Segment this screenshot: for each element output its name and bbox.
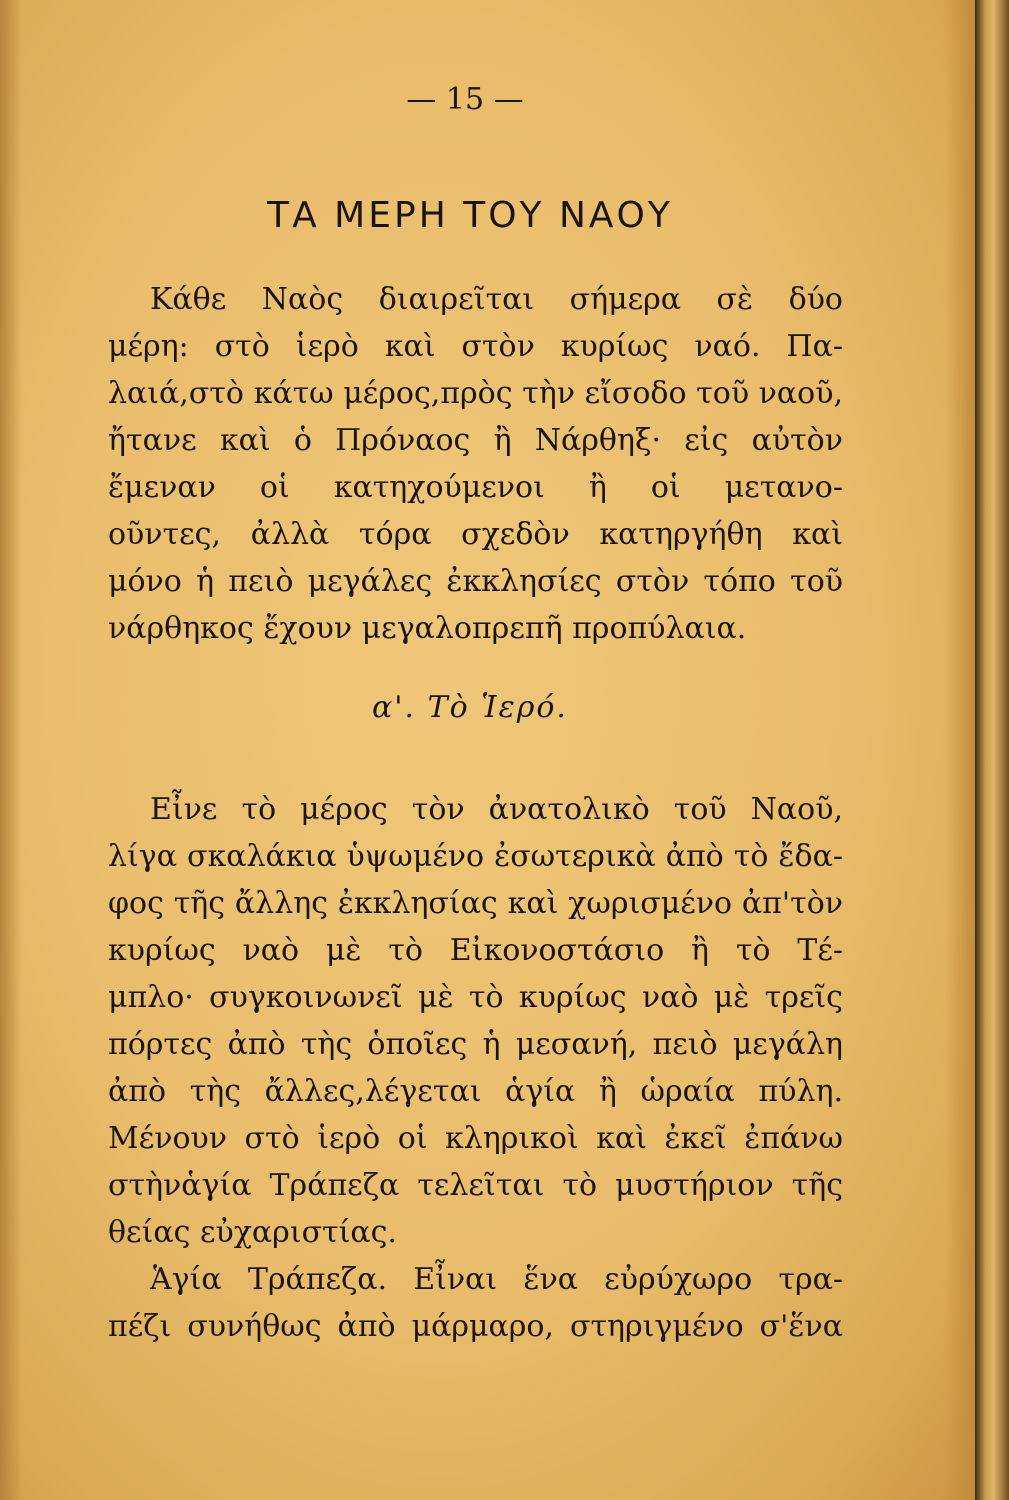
- paragraph-2-line: κυρίως ναὸ μὲ τὸ Εἰκονοστάσιο ἢ τὸ Τέ-: [108, 933, 843, 968]
- paragraph-2-line: ἀπὸ τὴς ἄλλες,λέγεται ἁγία ἢ ὡραία πύλη.: [108, 1074, 843, 1109]
- paragraph-1-line: ἔμεναν οἱ κατηχούμενοι ἢ οἱ μετανο-: [108, 470, 843, 505]
- paragraph-1-line: μέρη: στὸ ἱερὸ καὶ στὸν κυρίως ναό. Πα-: [108, 329, 843, 364]
- paragraph-1-line: νάρθηκος ἔχουν μεγαλοπρεπῆ προπύλαια.: [108, 611, 747, 646]
- page-shadow-right: [945, 0, 975, 1500]
- paragraph-2-line: φος τῆς ἄλλης ἐκκλησίας καὶ χωρισμένο ἀπ'τὸν: [108, 886, 843, 921]
- page-number: — 15 —: [406, 82, 524, 117]
- paragraph-1-line: Κάθε Ναὸς διαιρεῖται σήμερα σὲ δύο: [150, 282, 843, 317]
- paragraph-2-line: μπλο· συγκοινωνεῖ μὲ τὸ κυρίως ναὸ μὲ τρεῖς: [108, 980, 843, 1015]
- paragraph-2-line: στὴνἁγία Τράπεζα τελεῖται τὸ μυστήριον τῆς: [108, 1168, 843, 1203]
- paragraph-3-line: πέζι συνήθως ἀπὸ μάρμαρο, στηριγμένο σ'ἕνα: [108, 1309, 843, 1344]
- paragraph-1-line: οῦντες, ἀλλὰ τόρα σχεδὸν κατηργήθη καὶ: [108, 517, 843, 552]
- section-heading: α'. Τὸ Ἱερό.: [372, 690, 568, 725]
- paragraph-2-line: λίγα σκαλάκια ὑψωμένο ἐσωτερικὰ ἀπὸ τὸ ἔδα-: [108, 839, 843, 874]
- paragraph-2-line: πόρτες ἀπὸ τὴς ὁποῖες ἡ μεσανή, πειὸ μεγάλη: [108, 1027, 843, 1062]
- paragraph-1-line: λαιά,στὸ κάτω μέρος,πρὸς τὴν εἴσοδο τοῦ ναοῦ,: [108, 376, 843, 411]
- paragraph-2-line: θείας εὐχαριστίας.: [108, 1215, 398, 1250]
- chapter-title: ΤΑ ΜΕΡΗ ΤΟΥ ΝΑΟΥ: [267, 195, 673, 236]
- paragraph-2-line: Μένουν στὸ ἱερὸ οἱ κληρικοὶ καὶ ἐκεῖ ἐπάνω: [108, 1121, 843, 1156]
- paragraph-2-line: Εἶνε τὸ μέρος τὸν ἀνατολικὸ τοῦ Ναοῦ,: [150, 792, 843, 827]
- paragraph-3-line: Ἁγία Τράπεζα. Εἶναι ἕνα εὐρύχωρο τρα-: [150, 1262, 843, 1297]
- paragraph-1-line: μόνο ἡ πειὸ μεγάλες ἐκκλησίες στὸν τόπο τοῦ: [108, 564, 843, 599]
- paragraph-1-line: ἤτανε καὶ ὁ Πρόναος ἢ Νάρθηξ· εἰς αὐτὸν: [108, 423, 843, 458]
- book-binding: [975, 0, 1009, 1500]
